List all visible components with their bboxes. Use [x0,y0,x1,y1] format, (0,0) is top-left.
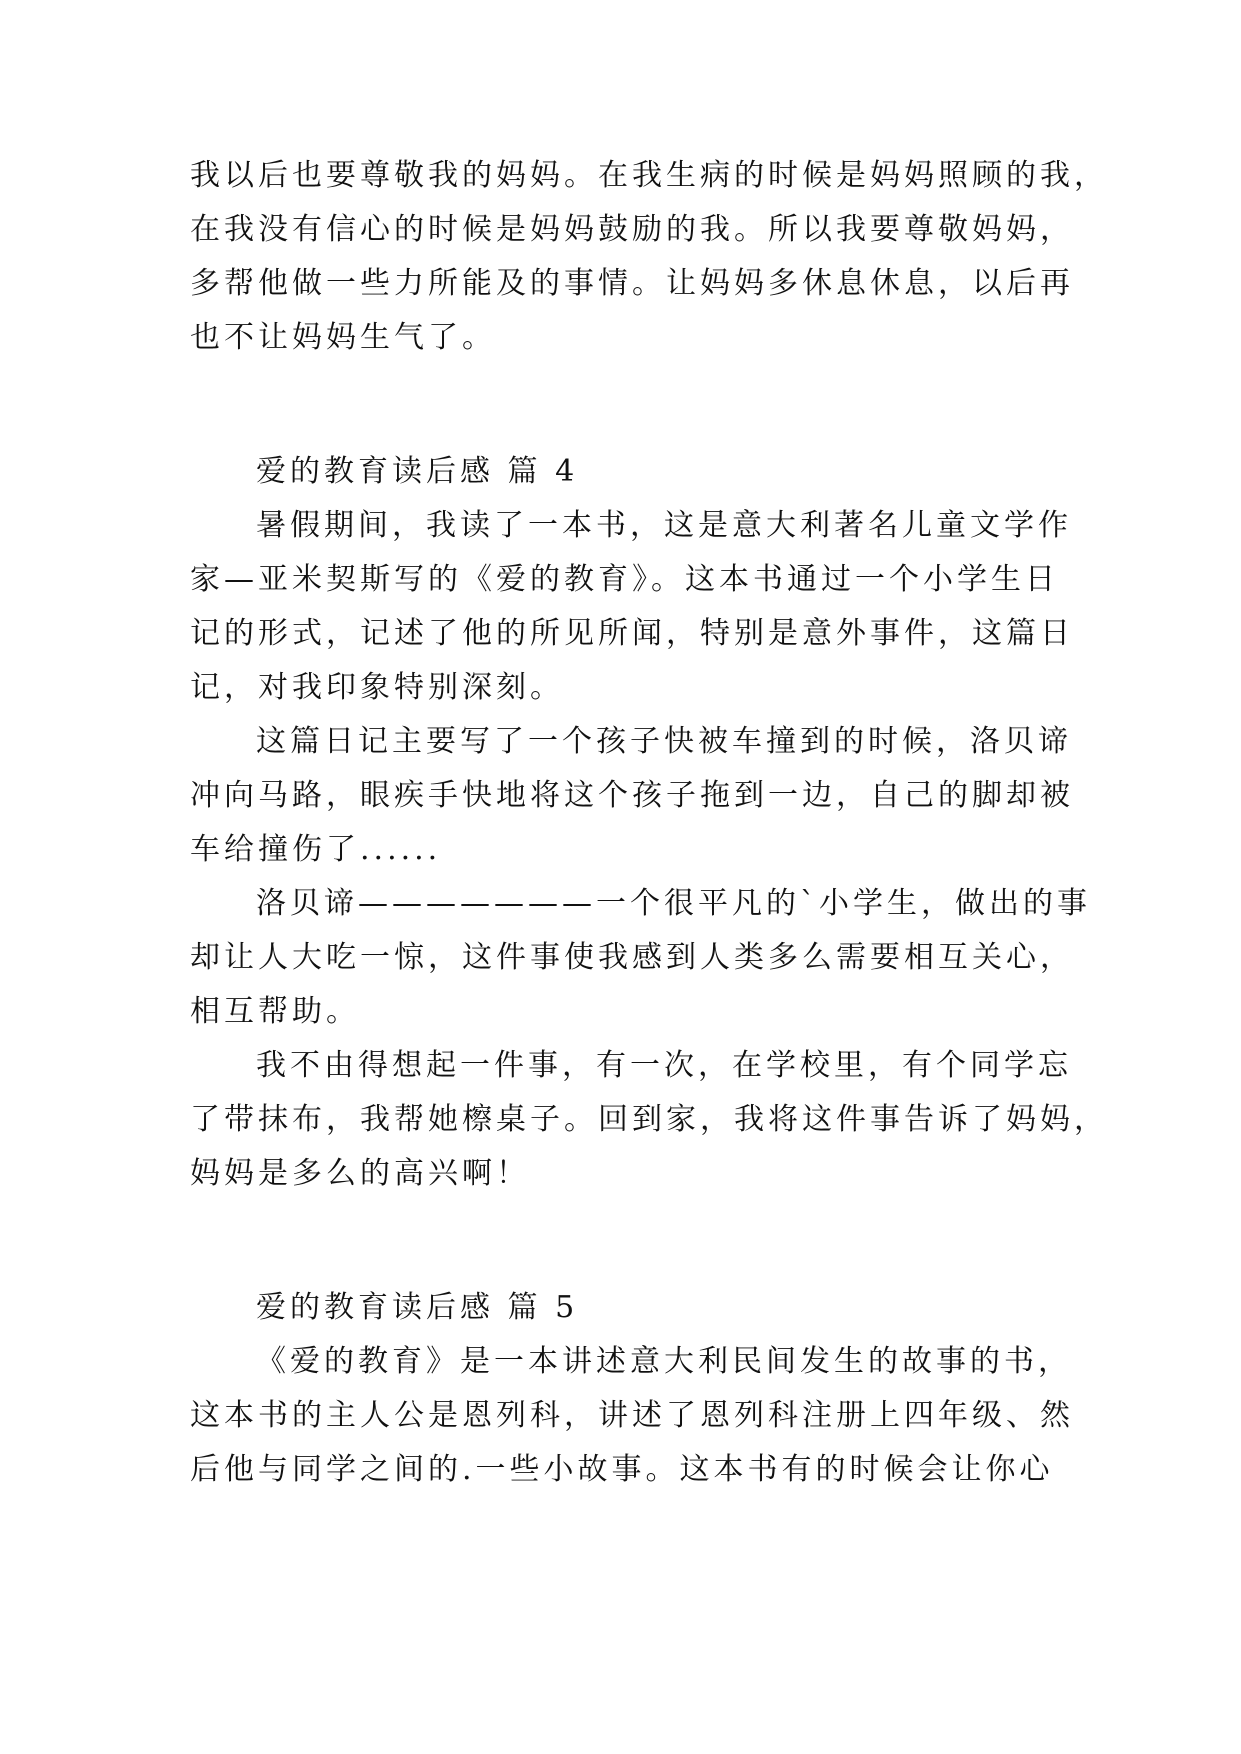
text-line: 多帮他做一些力所能及的事情。让妈妈多休息休息，以后再 [190,266,1074,301]
text-line: 《爱的教育》是一本讲述意大利民间发生的故事的书， [256,1344,1072,1379]
section-heading: 爱的教育读后感 篇 5 [256,1290,579,1325]
text-line: 我以后也要尊敬我的妈妈。在我生病的时候是妈妈照顾的我， [190,158,1108,193]
text-line: 也不让妈妈生气了。 [190,320,496,355]
text-line: 洛贝谛———————一个很平凡的`小学生，做出的事 [256,886,1091,921]
text-line: 后他与同学之间的.一些小故事。这本书有的时候会让你心 [190,1452,1054,1487]
text-line: 记的形式，记述了他的所见所闻，特别是意外事件，这篇日 [190,616,1074,651]
text-line: 却让人大吃一惊，这件事使我感到人类多么需要相互关心， [190,940,1074,975]
text-line: 相互帮助。 [190,994,360,1029]
text-line: 这篇日记主要写了一个孩子快被车撞到的时候，洛贝谛 [256,724,1072,759]
text-line: 冲向马路，眼疾手快地将这个孩子拖到一边，自己的脚却被 [190,778,1074,813]
text-line: 在我没有信心的时候是妈妈鼓励的我。所以我要尊敬妈妈， [190,212,1074,247]
text-line: 了带抹布，我帮她檫桌子。回到家，我将这件事告诉了妈妈， [190,1102,1108,1137]
text-line: 这本书的主人公是恩列科，讲述了恩列科注册上四年级、然 [190,1398,1074,1433]
text-line: 暑假期间，我读了一本书，这是意大利著名儿童文学作 [256,508,1072,543]
text-line: 家—亚米契斯写的《爱的教育》。这本书通过一个小学生日 [190,562,1059,597]
text-line: 我不由得想起一件事，有一次，在学校里，有个同学忘 [256,1048,1072,1083]
text-line: 妈妈是多么的高兴啊！ [190,1156,530,1191]
text-line: 车给撞伤了...... [190,832,442,867]
text-line: 记，对我印象特别深刻。 [190,670,564,705]
section-heading: 爱的教育读后感 篇 4 [256,454,579,489]
